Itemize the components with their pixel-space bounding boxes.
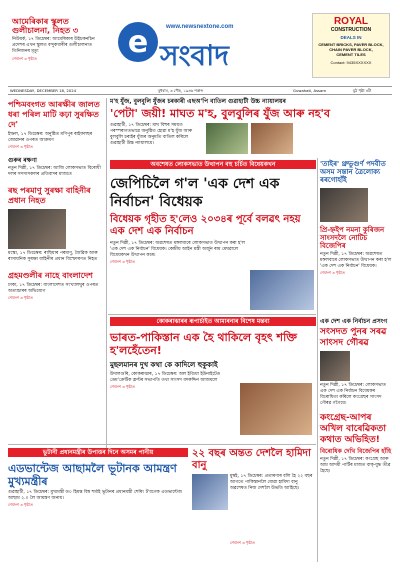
- left-story4-body: ঢাকা, ১৭ ডিচেম্বৰ: বাংলাদেশত সংখ্যালঘুৰ ওপৰত অত্যাচাৰৰ অভিযোগ: [8, 283, 99, 294]
- divider-right: [317, 158, 318, 562]
- right-story2-body: নতুন দিল্লী, ১৭ ডিচেম্বৰ: লোকসভাত এক দেশ এক নিৰ্বাচন বিধেয়কৰ বিৰোধিতা কৰিলে কংগ্ৰেছৰ সাংসদ গৌৰৱ গগৈয়ে।: [320, 383, 387, 406]
- ad-brand: ROYAL: [333, 16, 369, 27]
- right-photo: [320, 188, 368, 222]
- years-photo: [192, 474, 228, 510]
- lead-more[interactable]: শেষাংশ ৩ পৃষ্ঠাত: [110, 259, 135, 264]
- page-label: মুঠ পৃষ্ঠা ৪টা: [353, 88, 372, 93]
- right-story3-body: নতুন দিল্লী, ১৭ ডিচেম্বৰ: কংগ্ৰেছ আৰু আম আদমী পাৰ্টিৰ মাজত বাক্-যুদ্ধ তীব্ৰ হৈছে।: [320, 457, 391, 474]
- ad-line2: CHAIN PAVER BLOCK,: [329, 47, 373, 52]
- middle-story: [110, 317, 316, 439]
- bottom-more[interactable]: শেষাংশ ৩ পৃষ্ঠাত: [8, 502, 33, 507]
- strip-photo-2: [251, 123, 293, 154]
- right-tag: 'তাইৰ' থ্ৰুভুগুৰ্ণ পদবীত অসম সন্তান ত্ৰৈলোক্য ৰৰগোহাঁই: [320, 160, 386, 184]
- strip-headline-1: ম'হ যুঁজ, বুলবুলি যুঁজৰ চৰকাৰী এছঅ'পি বাতিল গুৱাহাটী উচ্চ ন্যায়ালয়ৰ: [110, 98, 286, 105]
- divider-mid: [108, 314, 316, 315]
- ad-tagline: DEALS IN: [340, 35, 362, 40]
- middle-body: উদালগুৰি, কোকৰাঝাৰ, ১৭ ডিচেম্বৰ: অল ইণ্ডিয়া ইউনাইটেড ডেম'ক্ৰেটিক ফ্ৰণ্টৰ সভাপতি তথা সাংসদ বদৰুদ্দিন আজমলে: [110, 372, 221, 383]
- lead-body: নতুন দিল্লী, ১৭ ডিচেম্বৰ: অৱশেষত মঙ্গলবাৰে লোকসভাত উত্থাপন কৰা হ'ল 'এক দেশ এক নিৰ্বাচন' বিধেয়ক। কেন্দ্ৰীয় আইন মন্ত্ৰী অৰ্জুন ৰাম মেঘৱালে বিধেয়কখন উত্থাপন কৰে।: [110, 241, 245, 258]
- bottom-body: গুৱাহাটী, ১৭ ডিচেম্বৰ: মুখ্যমন্ত্ৰী ড০ হিমন্ত বিশ্ব শৰ্মাই ভূটানৰ প্ৰধানমন্ত্ৰী শেৰিং ট'বগেক এডভান্টেজ আছাম ২.০ লৈ আমন্ত্ৰণ জনায়।: [8, 490, 182, 501]
- left-story3-title: ৰছ পৰমাণু সুৰক্ষা বাহিনীৰ প্ৰধান নিহত: [8, 186, 91, 205]
- right-story3-sub: বিৰোধিক দেখি বিজেপিৰ হাঁহি: [320, 448, 392, 455]
- ad-contact: Contact: 9435XXXXXX: [330, 60, 372, 65]
- bottom-kicker: ভুটানী প্ৰধানমন্ত্ৰীৰ উপাত্তৰ দিনে অসমৰ পানীয়: [8, 448, 188, 457]
- top-strip-story: [110, 98, 390, 158]
- left-story1-title: পশ্চিমবংগত আৰক্ষীৰ জালত ধৰা পৰিল মাটি কঢ়া সুৰক্ষিত দে': [8, 100, 100, 129]
- left-story1-more[interactable]: শেষাংশ ৩ পৃষ্ঠাত: [8, 144, 33, 149]
- right-story1-title: প্ৰি-হ্নইপ নমনা কুৰিজন সাংসদলৈ নোটিচ বিজেপিৰ: [320, 226, 385, 250]
- lead-kicker: অবশেষত লোকসভাত উত্থাপন বহু চৰ্চিত বিধেয়কখন: [110, 160, 316, 169]
- date-right: Guwahati, Assam: [293, 88, 327, 93]
- middle-sub: মুছলমানৰ দুখ কথা কে কাদিলে হুকুকাই: [110, 361, 218, 369]
- right-story2-headline: সংসদত পুনৰ সৰৱ সাংসদ গৌৰৱ: [320, 327, 387, 348]
- right-lower-stories: [320, 318, 394, 562]
- right-story1-more[interactable]: শেষাংশ ৩ পৃষ্ঠাত: [320, 270, 345, 275]
- top-left-body: নিউয়ৰ্ক, ১৭ ডিচেম্বৰ: আমেৰিকাৰ উইচকনচিন প্ৰদেশৰ এখন স্কুলত বন্দুকধাৰীৰ গুলীচালনাত তিনিজনৰ মৃত্যু: [12, 37, 95, 54]
- middle-more[interactable]: শেষাংশ ৩ পৃষ্ঠাত: [110, 384, 135, 389]
- lead-sub: বিধেয়ক গৃহীত হ'লেও ২০৩৪ৰ পূৰ্বে বলৱৎ নহয় এক দেশ এক নিৰ্বাচন: [110, 214, 301, 237]
- divider-left: [106, 98, 107, 448]
- top-left-story: [12, 17, 108, 83]
- masthead: [118, 22, 308, 72]
- left-story4-more[interactable]: শেষাংশ ৩ পৃষ্ঠাত: [8, 295, 33, 300]
- middle-photo: [240, 383, 312, 435]
- dateline: [8, 86, 392, 95]
- years-story: [192, 448, 316, 560]
- royal-construction-ad[interactable]: [312, 13, 390, 78]
- lead-photo: [250, 270, 314, 310]
- site-url[interactable]: www.newsnextone.com: [166, 24, 234, 30]
- bottom-headline: এডভান্টেজ আছামলৈ ভূটানক আমন্ত্ৰণ মুখ্যমন্ত্ৰীৰ: [8, 462, 177, 488]
- date-mid: বুধবাৰ, ৩ পৌহ, ১৯৪৬ শকাব্দ: [158, 88, 204, 93]
- left-story3-body: মস্কো, ১৭ ডিচেম্বৰ: ৰাছিয়াৰ পৰমাণু, জৈৱিক আৰু ৰাসায়নিক সুৰক্ষা বাহিনীৰ প্ৰধান বিস্ফোৰণত নিহত: [8, 251, 98, 262]
- right-story3-headline: কংগ্ৰেছ-আপৰ অখিল বাৰেৱিকতা কথাত অভিহিত!: [320, 413, 386, 445]
- logo-letter: e: [127, 25, 149, 60]
- top-left-more[interactable]: শেষাংশ ৩ পৃষ্ঠাত: [12, 56, 37, 61]
- left-story4-title: গ্ৰহমণ্ডলীৰ নাহে বাংলাদেশ: [8, 271, 93, 280]
- years-body: মুম্বই, ১৭ ডিচেম্বৰ: প্ৰতাৰণাৰ বলি হৈ ২২ বছৰ আগতে পাকিস্তানলৈ যোৱা হামিদা বানু অৱশেষত নিজ দেশলৈ উভতি আহিছে।: [230, 474, 313, 491]
- strip-body: গুৱাহাটী, ১৭ ডিচেম্বৰ: মাঘ বিহুৰ সময়ত পৰম্পৰাগতভাৱে অনুষ্ঠিত হোৱা ম'হ যুঁজ আৰু বুলবুলি চৰাইৰ যুঁজৰ অনুমতি বাতিল কৰিলে গুৱাহাটী উচ্চ ন্যায়ালয়ে।: [110, 123, 193, 146]
- top-left-headline: আমেৰিকাৰ স্কুলত গুলীচালনা, নিহত ৩: [12, 17, 79, 35]
- divider-bottom: [8, 444, 316, 445]
- right-story2-title: এক দেশ এক নিৰ্বাচন প্ৰসংগ: [320, 318, 388, 325]
- years-headline: ২২ বছৰ অন্তত দেশলৈ হামিদা বানু: [192, 448, 311, 471]
- left-story2-body: নতুন দিল্লী, ১৭ ডিচেম্বৰ: আজি লোকসভাত বিৰোধী দলৰ সদস্যসকলৰ প্ৰতিবাদৰ মাজতে: [8, 166, 101, 177]
- logo: [118, 22, 158, 62]
- date-left: WEDNESDAY, DECEMBER 18, 2024: [10, 88, 77, 93]
- lead-headline: জেপিচিলৈ গ'ল 'এক দেশ এক নিৰ্বাচন' বিধেয়ক: [110, 176, 280, 210]
- strip-photo-1: [206, 123, 248, 154]
- left-story2-title: গুৰুৰ ৰক্ষণা: [8, 157, 37, 164]
- lead-story: [110, 160, 316, 314]
- right-story1-body: নতুন দিল্লী, ১৭ ডিচেম্বৰ: অৱশেষত মঙ্গলবাৰে লোকসভাত উত্থাপন কৰা হ'ল 'এক দেশ এক নিৰ্বাচন' বিধেয়ক।: [320, 252, 392, 269]
- ad-line3: CEMENT TILES: [336, 52, 366, 57]
- years-more[interactable]: শেষাংশ ৩ পৃষ্ঠাত: [230, 540, 255, 545]
- masthead-title: সংবাদ: [160, 39, 229, 72]
- ad-line1: CEMENT BRICKS, PAVER BLOCK,: [318, 42, 384, 47]
- strip-headline-2: 'পেটা' জয়ী! মাঘত ম'হ, বুলবুলিৰ যুঁজ আৰু নহ'ব: [110, 107, 331, 120]
- right-story2-photo: [320, 351, 350, 381]
- middle-kicker: কোকৰাঝাৰৰ ৰূপাৰ্চাইত আমাৰনাৰ বিশেষ মন্তব্য: [110, 317, 316, 326]
- left-story1-body: ইম্ফল, ১৭ ডিচেম্বৰ: অনুষ্ঠিত মণিপুৰ ৰাইফলছৰ জোৱানৰ ওপৰত আক্ৰমণ: [8, 132, 93, 143]
- bottom-story: [8, 448, 188, 560]
- middle-headline: ভাৰত-পাকিস্তান এক হৈ থাকিলে বৃহৎ শক্তি হ'লহেঁতেন!: [110, 331, 297, 357]
- left-story3-photo: [8, 209, 66, 249]
- ad-sub: CONSTRUCTION: [330, 27, 372, 33]
